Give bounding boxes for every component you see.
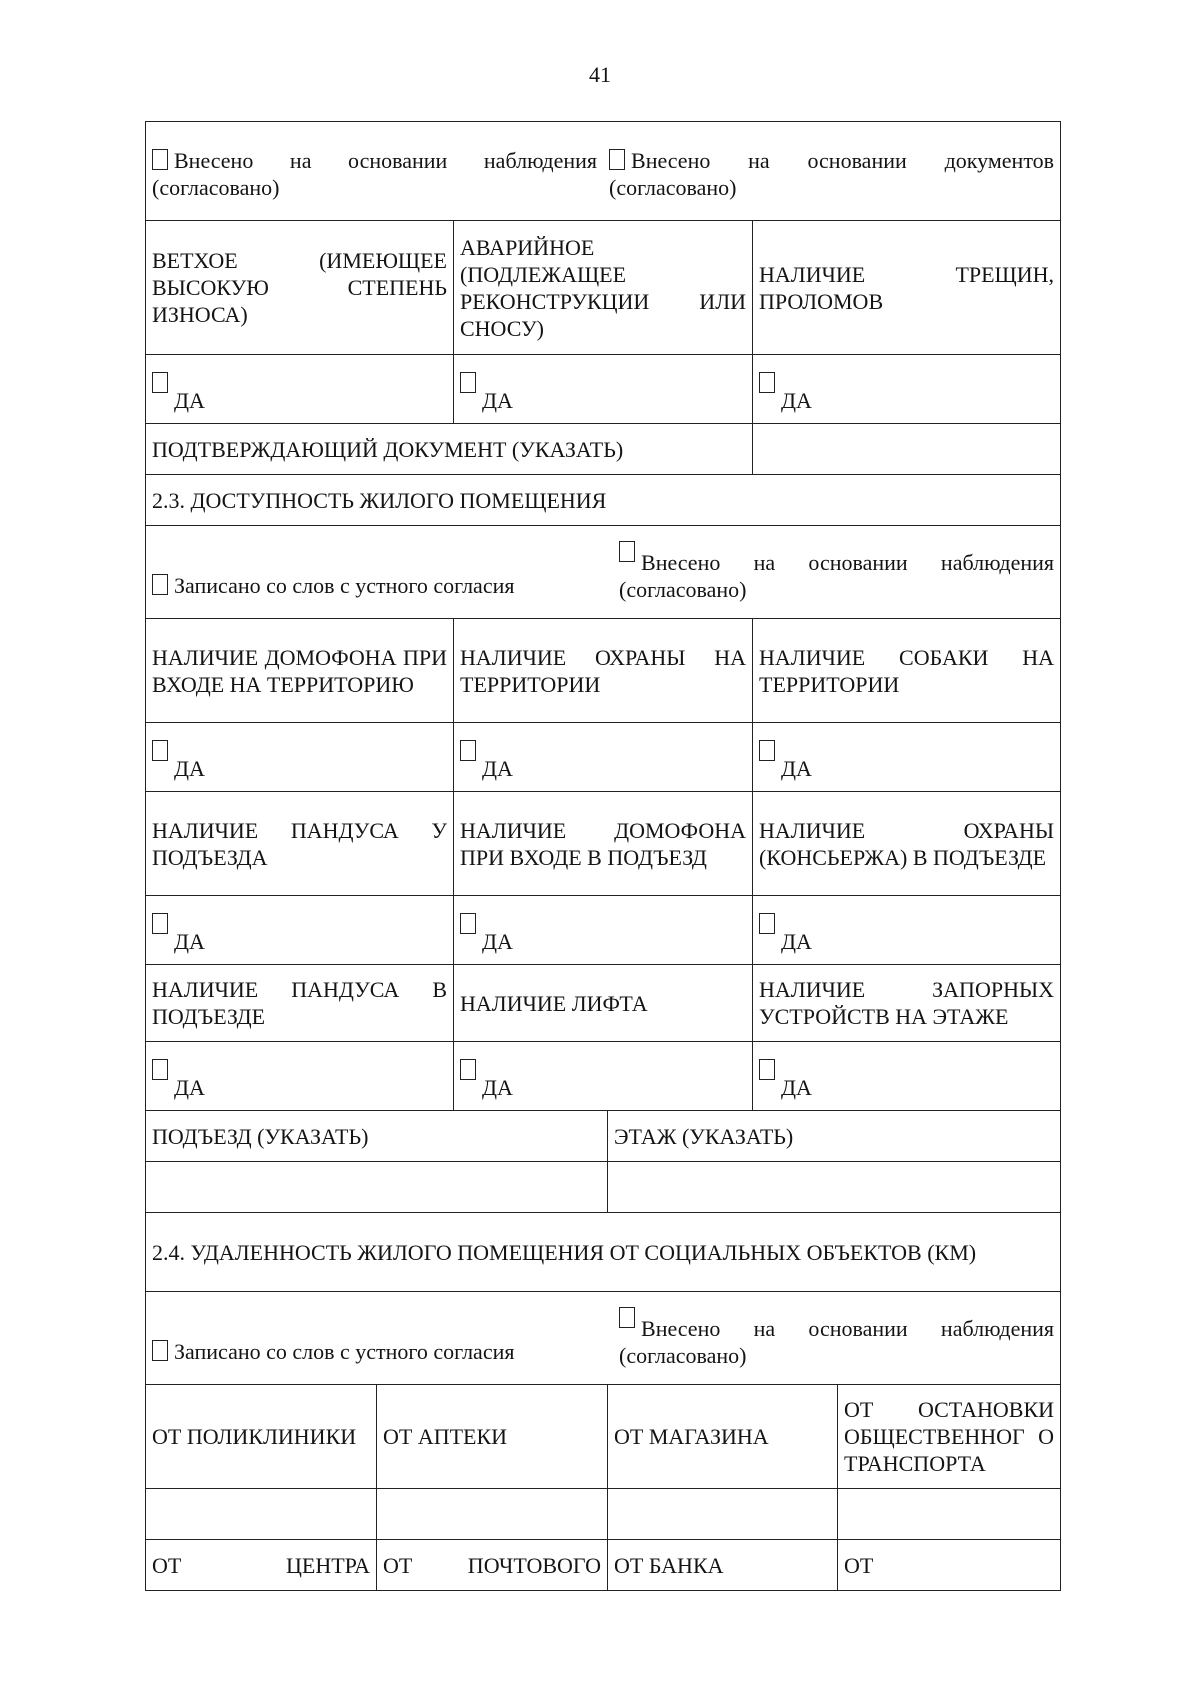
condition-header-row — [146, 221, 1061, 355]
cracks-header: НАЛИЧИЕ ТРЕЩИН, ПРОЛОМОВ — [753, 221, 1061, 355]
yes-label: ДА — [174, 929, 205, 954]
intercom-territory-header: НАЛИЧИЕ ДОМОФОНА ПРИ ВХОДЕ НА ТЕРРИТОРИЮ — [146, 619, 454, 723]
entrance-floor-input-row — [146, 1162, 1061, 1213]
access-answer-row-1 — [146, 723, 1061, 792]
access-header-row-3 — [146, 965, 1061, 1042]
observation-label: Внесено на основании наблюдения (согласовано) — [152, 148, 598, 200]
ramp-inside-header: НАЛИЧИЕ ПАНДУСА В ПОДЪЕЗДЕ — [146, 965, 454, 1042]
section-2-3-title: 2.3. ДОСТУПНОСТЬ ЖИЛОГО ПОМЕЩЕНИЯ — [146, 475, 1061, 526]
other-distance-header: ОТ — [838, 1540, 1061, 1591]
access-header-row-1 — [146, 619, 1061, 723]
observation-checkbox-2[interactable] — [619, 541, 635, 562]
elevator-yes-checkbox[interactable] — [460, 1059, 476, 1080]
yes-label: ДА — [174, 1075, 205, 1100]
concierge-header: НАЛИЧИЕ ОХРАНЫ (КОНСЬЕРЖА) В ПОДЪЕЗДЕ — [753, 792, 1061, 896]
observation-checkbox-3[interactable] — [619, 1307, 635, 1328]
source-row-2 — [146, 526, 1061, 619]
bank-distance-header: ОТ БАНКА — [608, 1540, 838, 1591]
yes-label: ДА — [781, 1075, 812, 1100]
section-2-4-title: 2.4. УДАЛЕННОСТЬ ЖИЛОГО ПОМЕЩЕНИЯ ОТ СОЦИАЛЬНЫХ ОБЪЕКТОВ (КМ) — [146, 1213, 1061, 1292]
yes-label: ДА — [482, 929, 513, 954]
confirm-document-label: ПОДТВЕРЖДАЮЩИЙ ДОКУМЕНТ (УКАЗАТЬ) — [146, 424, 753, 475]
security-territory-yes-checkbox[interactable] — [460, 740, 476, 761]
observation-label-3: Внесено на основании наблюдения (согласовано) — [619, 1316, 1055, 1368]
access-answer-row-2 — [146, 896, 1061, 965]
post-office-distance-header: ОТ ПОЧТОВОГО — [377, 1540, 608, 1591]
cracks-yes-checkbox[interactable] — [759, 372, 775, 393]
dilapidated-yes-checkbox[interactable] — [152, 372, 168, 393]
documents-label: Внесено на основании документов (согласовано) — [609, 148, 1055, 200]
pharmacy-distance-field[interactable] — [377, 1489, 608, 1540]
dog-territory-header: НАЛИЧИЕ СОБАКИ НА ТЕРРИТОРИИ — [753, 619, 1061, 723]
intercom-entrance-yes-checkbox[interactable] — [460, 913, 476, 934]
distance-header-row-2 — [146, 1540, 1061, 1591]
intercom-entrance-header: НАЛИЧИЕ ДОМОФОНА ПРИ ВХОДЕ В ПОДЪЕЗД — [454, 792, 753, 896]
ramp-inside-yes-checkbox[interactable] — [152, 1059, 168, 1080]
condition-answer-row — [146, 355, 1061, 424]
yes-label: ДА — [781, 756, 812, 781]
floor-field[interactable] — [608, 1162, 1061, 1213]
page-number: 41 — [589, 62, 611, 87]
oral-consent-label: Записано со слов с устного согласия — [174, 573, 515, 598]
pharmacy-distance-header: ОТ АПТЕКИ — [377, 1385, 608, 1489]
section-2-3-row — [146, 475, 1061, 526]
floor-label: ЭТАЖ (УКАЗАТЬ) — [608, 1111, 1061, 1162]
section-2-4-row — [146, 1213, 1061, 1292]
confirm-document-field[interactable] — [753, 424, 1061, 475]
shop-distance-header: ОТ МАГАЗИНА — [608, 1385, 838, 1489]
oral-consent-label-2: Записано со слов с устного согласия — [174, 1339, 515, 1364]
shop-distance-field[interactable] — [608, 1489, 838, 1540]
yes-label: ДА — [482, 1075, 513, 1100]
clinic-distance-field[interactable] — [146, 1489, 377, 1540]
emergency-header: АВАРИЙНОЕ (ПОДЛЕЖАЩЕЕ РЕКОНСТРУКЦИИ ИЛИ СНОСУ) — [454, 221, 753, 355]
concierge-yes-checkbox[interactable] — [759, 913, 775, 934]
dilapidated-header: ВЕТХОЕ (ИМЕЮЩЕЕ ВЫСОКУЮ СТЕПЕНЬ ИЗНОСА) — [146, 221, 454, 355]
transport-stop-distance-field[interactable] — [838, 1489, 1061, 1540]
distance-header-row-1 — [146, 1385, 1061, 1489]
intercom-territory-yes-checkbox[interactable] — [152, 740, 168, 761]
yes-label: ДА — [781, 388, 812, 413]
yes-label: ДА — [174, 756, 205, 781]
ramp-entrance-yes-checkbox[interactable] — [152, 913, 168, 934]
security-territory-header: НАЛИЧИЕ ОХРАНЫ НА ТЕРРИТОРИИ — [454, 619, 753, 723]
access-header-row-2 — [146, 792, 1061, 896]
source-row-3 — [146, 1292, 1061, 1385]
elevator-header: НАЛИЧИЕ ЛИФТА — [454, 965, 753, 1042]
confirm-document-row — [146, 424, 1061, 475]
distance-input-row-1 — [146, 1489, 1061, 1540]
dog-territory-yes-checkbox[interactable] — [759, 740, 775, 761]
source-row-1 — [146, 122, 1061, 221]
yes-label: ДА — [482, 756, 513, 781]
entrance-field[interactable] — [146, 1162, 608, 1213]
entrance-label: ПОДЪЕЗД (УКАЗАТЬ) — [146, 1111, 608, 1162]
observation-checkbox[interactable] — [152, 149, 168, 170]
locking-devices-header: НАЛИЧИЕ ЗАПОРНЫХ УСТРОЙСТВ НА ЭТАЖЕ — [753, 965, 1061, 1042]
survey-form-table — [145, 121, 1061, 1591]
documents-checkbox[interactable] — [609, 149, 625, 170]
locking-devices-yes-checkbox[interactable] — [759, 1059, 775, 1080]
clinic-distance-header: ОТ ПОЛИКЛИНИКИ — [146, 1385, 377, 1489]
oral-consent-checkbox-2[interactable] — [152, 1340, 168, 1361]
access-answer-row-3 — [146, 1042, 1061, 1111]
observation-label-2: Внесено на основании наблюдения (согласовано) — [619, 550, 1055, 602]
emergency-yes-checkbox[interactable] — [460, 372, 476, 393]
oral-consent-checkbox[interactable] — [152, 574, 168, 595]
yes-label: ДА — [174, 388, 205, 413]
center-distance-header: ОТ ЦЕНТРА — [146, 1540, 377, 1591]
yes-label: ДА — [781, 929, 812, 954]
transport-stop-distance-header: ОТ ОСТАНОВКИ ОБЩЕСТВЕННОГ О ТРАНСПОРТА — [838, 1385, 1061, 1489]
entrance-floor-row — [146, 1111, 1061, 1162]
ramp-entrance-header: НАЛИЧИЕ ПАНДУСА У ПОДЪЕЗДА — [146, 792, 454, 896]
yes-label: ДА — [482, 388, 513, 413]
